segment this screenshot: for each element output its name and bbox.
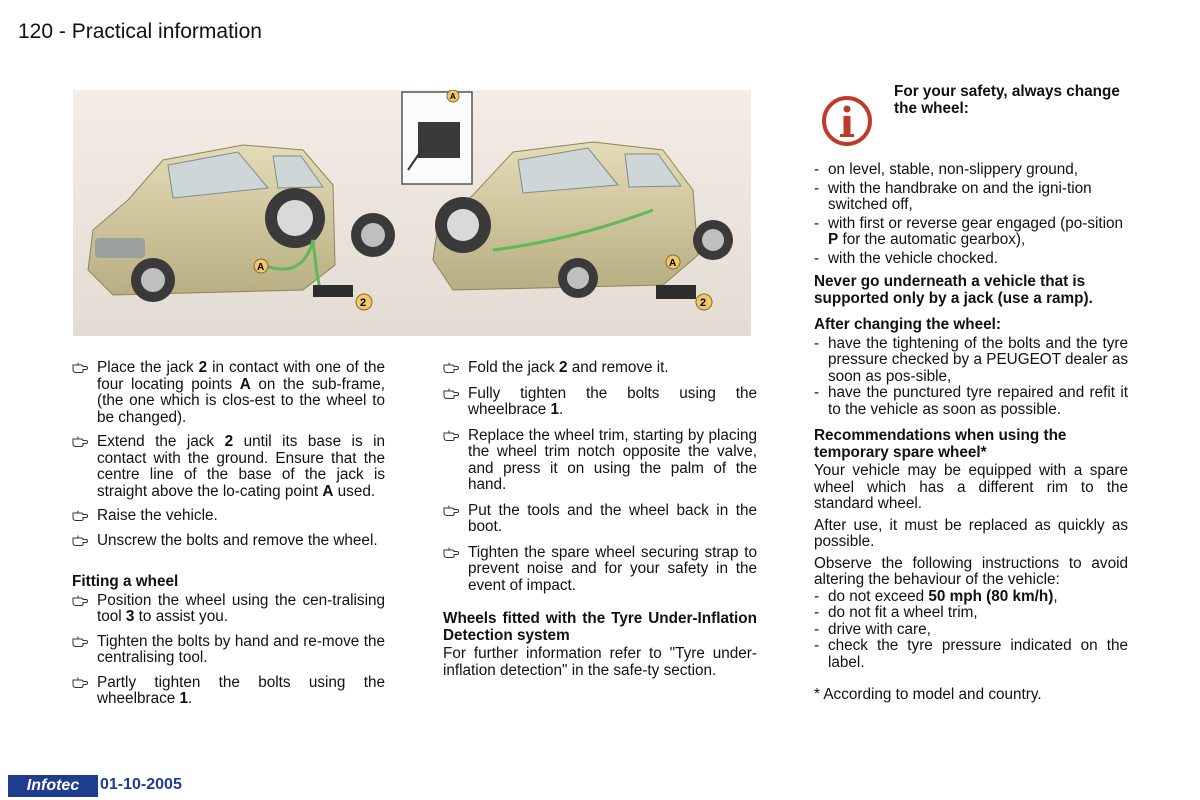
infotec-logo: Infotec — [8, 775, 98, 797]
callout-a-left — [254, 259, 268, 273]
list-item — [814, 385, 1128, 418]
list-item — [814, 638, 1128, 671]
list-item — [814, 162, 1128, 179]
pointing-hand-icon — [72, 594, 88, 607]
pointing-hand-icon — [443, 361, 459, 374]
pointing-hand-icon — [72, 509, 88, 522]
list-item-text: with the vehicle chocked. — [828, 249, 999, 267]
after-heading: After changing the wheel: — [814, 316, 1001, 333]
list-item — [72, 634, 385, 667]
pointing-hand-icon — [72, 534, 88, 547]
list-item-text: Unscrew the bolts and remove the wheel. — [97, 531, 378, 549]
page-title: 120 - Practical information — [18, 20, 262, 43]
list-item — [72, 675, 385, 708]
list-item — [72, 508, 385, 525]
fitting-heading: Fitting a wheel — [72, 573, 179, 590]
warning-text: Never go underneath a vehicle that is supported only by a jack (use a ramp). — [814, 273, 1093, 307]
list-item — [814, 622, 1128, 639]
wheel-change-illustration — [73, 90, 751, 336]
list-item — [443, 545, 757, 595]
footnote: * According to model and country. — [814, 686, 1042, 703]
list-item — [814, 251, 1128, 268]
jack-inset-drawing — [402, 90, 472, 184]
list-item — [72, 434, 385, 500]
pointing-hand-icon — [72, 435, 88, 448]
list-item — [72, 533, 385, 550]
list-item-text: do not exceed 50 mph (80 km/h), — [828, 587, 1058, 605]
pointing-hand-icon — [72, 361, 88, 374]
column-3 — [814, 162, 1128, 704]
pointing-hand-icon — [72, 635, 88, 648]
list-item-text: Replace the wheel trim, starting by placing the wheel trim notch opposite the valve, and press it on using the palm of the hand. — [468, 426, 757, 493]
rec-paragraph-3: Observe the following instructions to avoid altering the behaviour of the vehicle: — [814, 554, 1128, 588]
info-icon — [820, 95, 874, 147]
footer-date: 01-10-2005 — [100, 776, 182, 793]
pointing-hand-icon — [443, 546, 459, 559]
pointing-hand-icon — [443, 429, 459, 442]
rec-paragraph-2: After use, it must be replaced as quickly as possible. — [814, 516, 1128, 550]
list-item — [814, 336, 1128, 386]
list-item-text: check the tyre pressure indicated on the label. — [828, 637, 1128, 671]
callout-2-right — [696, 294, 712, 310]
list-item — [72, 360, 385, 426]
safety-heading: For your safety, always change the wheel: — [894, 83, 1120, 117]
list-item-text: drive with care, — [828, 620, 931, 638]
svg-text:2: 2 — [700, 297, 707, 309]
list-item — [443, 503, 757, 536]
list-item-text: Fully tighten the bolts using the wheelbrace 1. — [468, 384, 757, 418]
tpms-text: For further information refer to "Tyre under-inflation detection" in the safe-ty section. — [443, 645, 757, 679]
list-item-text: Put the tools and the wheel back in the boot. — [468, 501, 757, 535]
list-item-text: on level, stable, non-slippery ground, — [828, 161, 1079, 178]
list-item-text: with the handbrake on and the igni-tion switched off, — [828, 179, 1092, 213]
list-item-text: Extend the jack 2 until its base is in contact with the ground. Ensure that the centre line of the base of the jack is straight above the lo-cating point A used. — [97, 433, 386, 500]
list-item — [443, 360, 757, 377]
callout-2-left — [356, 294, 372, 310]
inset-label-a: A — [450, 92, 456, 101]
svg-text:2: 2 — [360, 297, 367, 309]
column-2 — [443, 360, 757, 679]
list-item-text: Position the wheel using the cen-tralising tool 3 to assist you. — [97, 591, 385, 625]
list-item-text: Raise the vehicle. — [97, 507, 218, 524]
list-item — [814, 605, 1128, 622]
pointing-hand-icon — [443, 387, 459, 400]
list-item — [443, 428, 757, 494]
svg-text:A: A — [257, 262, 265, 273]
list-item — [814, 216, 1128, 249]
list-item-text: have the tightening of the bolts and the tyre pressure checked by a PEUGEOT dealer as soon as pos-sible, — [828, 334, 1128, 385]
callout-a-right — [666, 255, 680, 269]
list-item-text: Partly tighten the bolts using the wheelbrace 1. — [97, 673, 385, 707]
list-item-text: Tighten the spare wheel securing strap to prevent noise and for your safety in the event of impact. — [468, 543, 757, 594]
list-item-text: Place the jack 2 in contact with one of the four locating points A on the sub-frame, (the one which is clos-est to the wheel to be changed). — [97, 359, 386, 426]
list-item — [814, 181, 1128, 214]
list-item-text: have the punctured tyre repaired and refit it to the vehicle as soon as possible. — [828, 384, 1128, 418]
list-item — [814, 589, 1128, 606]
tpms-heading: Wheels fitted with the Tyre Under-Inflation Detection system — [443, 610, 757, 644]
pointing-hand-icon — [443, 504, 459, 517]
list-item-text: do not fit a wheel trim, — [828, 604, 978, 621]
list-item-text: Tighten the bolts by hand and re-move the centralising tool. — [97, 632, 385, 666]
list-item — [443, 386, 757, 419]
svg-text:A: A — [669, 258, 677, 269]
list-item — [72, 593, 385, 626]
list-item-text: Fold the jack 2 and remove it. — [468, 359, 669, 376]
list-item-text: with first or reverse gear engaged (po-sition P for the automatic gearbox), — [828, 214, 1124, 248]
rec-heading: Recommendations when using the temporary spare wheel* — [814, 427, 1067, 461]
rec-paragraph-1: Your vehicle may be equipped with a spare wheel which has a different rim to the standard wheel. — [814, 462, 1128, 512]
column-1 — [72, 360, 385, 708]
pointing-hand-icon — [72, 676, 88, 689]
